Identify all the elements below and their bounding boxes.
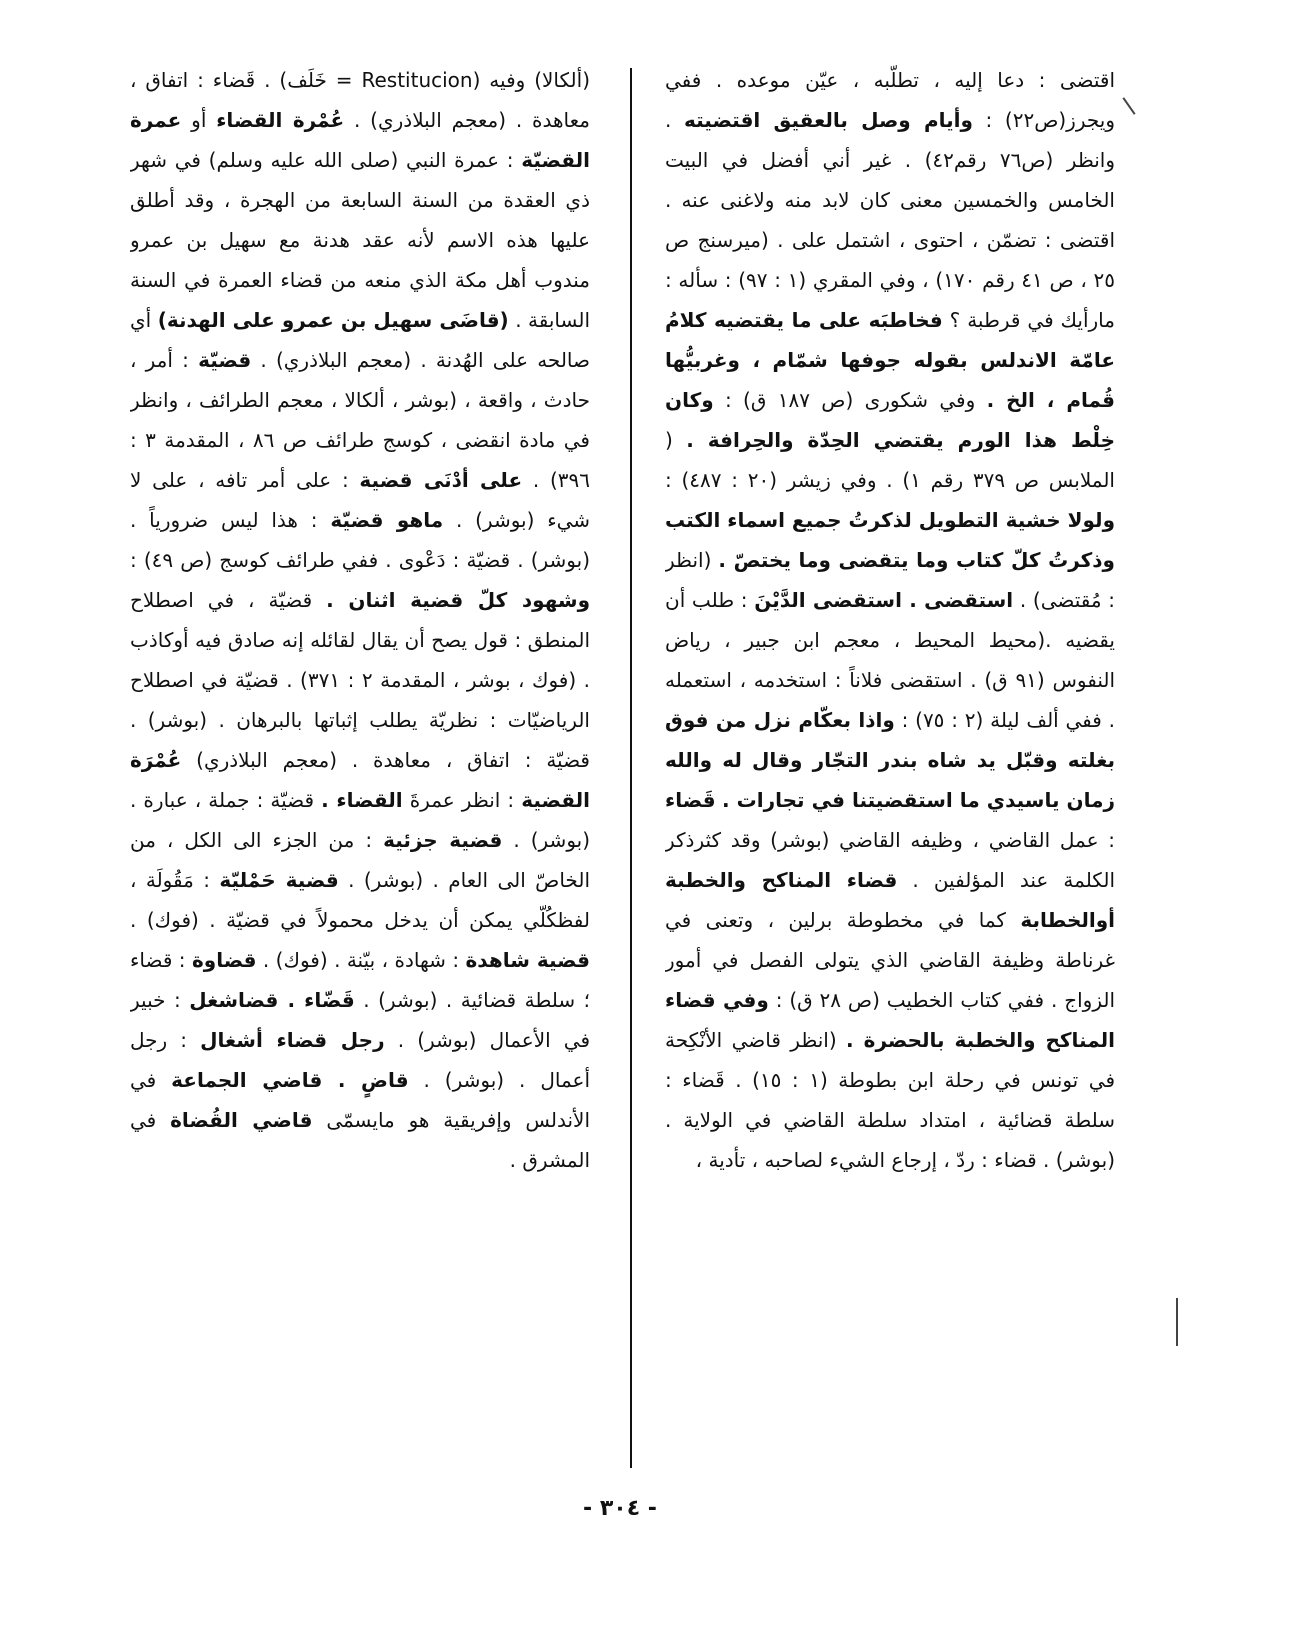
page-number: - ٣٠٤ - xyxy=(583,1496,657,1521)
entry-segment: قَضاء : اتفاق ، معاهدة . (معجم البلاذري) . xyxy=(130,68,590,132)
headword: قضاوة xyxy=(191,948,257,972)
entry-segment: . وانظر (ص٧٦ رقم٤٢) . غير أني أفضل في البيت الخامس والخمسين معنى كان لابد منه ولاغنى عنه . xyxy=(665,108,1115,212)
entry-segment: قضيّة : دَعْوى . ففي طرائف كوسج (ص ٤٩) : xyxy=(130,548,511,572)
entry-segment: : أمر ، حادث ، واقعة ، (بوشر ، ألكالا ، معجم الطرائف ، وانظر في مادة انقضى ، كوسج طرائف ص ٨٦ ، المقدمة ٣ : ٣٩٦) . xyxy=(130,348,590,492)
entry-segment: : خبير في الأعمال (بوشر) . xyxy=(130,988,590,1052)
entry-segment: : عمرة النبي (صلى الله عليه وسلم) في شهر ذي العقدة من السنة السابعة من الهجرة ، وقد أطلق عليها هذه الاسم لأنه عقد هدنة مع سهيل بن عمرو مندوب أهل مكة الذي منعه من قضاء العمرة في السنة السابقة . xyxy=(130,148,590,332)
entry-segment: : انظر عمرةَ xyxy=(409,788,515,812)
entry-segment: في الأندلس وإفريقية هو مايسمّى xyxy=(130,1068,590,1132)
headword: عُمْرة القضاء xyxy=(216,108,345,132)
entry-segment: قَضاء : سلطة قضائية ، امتداد سلطة القاضي في الولاية . (بوشر) . xyxy=(665,1068,1115,1172)
headword: قضيّة xyxy=(198,348,252,372)
entry-segment: (انظر : مُقتضى) . xyxy=(665,548,1115,612)
entry-segment: ( الملابس ص ٣٧٩ رقم ١) . وفي زيشر (٢٠ : ٤٨٧) : xyxy=(665,428,1115,492)
headword: قضاء المناكح والخطبة أوالخطابة xyxy=(665,868,1115,932)
headword: عمرة القضيّة xyxy=(130,108,590,172)
headword: وكان خِلْط هذا الورم يقتضي الحِدّة والحِرافة . xyxy=(665,388,1115,452)
headword: وفي قضاء المناكح والخطبة بالحضرة . xyxy=(665,988,1115,1052)
left-column xyxy=(130,60,590,1460)
headword: وشهود كلّ قضية اثنان . xyxy=(326,588,590,612)
headword: وأيام وصل بالعقيق اقتضيته xyxy=(683,108,973,132)
right-column xyxy=(665,60,1115,1460)
entry-segment: : على أمر تافه ، على لا شيء (بوشر) . xyxy=(130,468,590,532)
entry-segment: أو xyxy=(191,108,207,132)
entry-segment: : من الجزء الى الكل ، من الخاصّ الى العام . (بوشر) . xyxy=(130,828,590,892)
headword: واذا بعكّام نزل من فوق بغلته وقبّل يد شاه بندر التجّار وقال له والله زمان ياسيدي ما استقضيتنا في تجارات . xyxy=(665,708,1115,812)
entry-segment: ففي ويجرز(ص٢٢) : xyxy=(665,68,1115,132)
entry-segment: (انظر قاضي الأنْكِحة في تونس في رحلة ابن بطوطة (١ : ١٥) . xyxy=(665,1028,1115,1092)
entry-segment: قضيّة : اتفاق ، معاهدة . (معجم البلاذري) xyxy=(196,748,590,772)
entry-segment: اقتضى : تضمّن ، احتوى ، اشتمل على . (ميرسنج ص ٢٥ ، ص ٤١ رقم ١٧٠) ، وفي المقري (١ : ٩٧) : سأله : مارأيك في قرطبة ؟ xyxy=(665,228,1115,332)
entry-segment: قضيّة في اصطلاح الرياضيّات : نظريّة يطلب إثباتها بالبرهان . (بوشر) . xyxy=(130,668,590,732)
entry-segment: : شهادة ، بيّنة . (فوك) . xyxy=(262,948,460,972)
headword: على أدْنَى قضية xyxy=(359,468,523,492)
headword: قاضي القُضاة xyxy=(170,1108,313,1132)
entry-segment: : عمل القاضي ، وظيفه القاضي (بوشر) وقد كثرذكر الكلمة عند المؤلفين . xyxy=(665,828,1115,892)
entry-segment: أي صالحه على الهُدنة . (معجم البلاذري) . xyxy=(130,308,590,372)
entry-segment: (ألكالا) وفيه (Restitucion = خَلَف) . xyxy=(264,68,590,92)
headword: استقضى . استقضى الدَّيْنَ xyxy=(754,588,1014,612)
margin-mark xyxy=(1176,1298,1178,1346)
entry-segment: قضاء : ردّ ، إرجاع الشيء لصاحبه ، تأدية ، xyxy=(695,1148,1037,1172)
column-divider xyxy=(630,68,632,1468)
entry-segment: : رجل أعمال . (بوشر) . xyxy=(130,1028,590,1092)
headword: قضية حَمْليّة xyxy=(219,868,339,892)
entry-segment: اقتضى : دعا إليه ، تطلّبه ، عيّن موعده . xyxy=(715,68,1115,92)
entry-segment: في المشرق . xyxy=(130,1108,590,1172)
entry-text xyxy=(665,60,1115,1180)
headword: ولولا خشية التطويل لذكرتُ جميع اسماء الكتب وذكرتُ كلّ كتاب وما يتقضى وما يختصّ . xyxy=(665,508,1115,572)
entry-segment: قضيّة : جملة ، عبارة . (بوشر) . xyxy=(130,788,590,852)
headword: قضية شاهدة xyxy=(465,948,590,972)
headword: قضية جزئية xyxy=(383,828,503,852)
entry-text xyxy=(130,60,590,1180)
headword: القضاء . xyxy=(321,788,403,812)
headword: عُمْرَة القضية xyxy=(130,748,590,812)
headword: فخاطبَه على ما يقتضيه كلامُ عامّة الاندلس بقوله جوفها شمّام ، وغربيُّها قُمام ، الخ . xyxy=(665,308,1115,412)
margin-mark xyxy=(1122,97,1135,115)
headword: قاضٍ . قاضي الجماعة xyxy=(171,1068,409,1092)
entry-segment: وفي شكورى (ص ١٨٧ ق) : xyxy=(724,388,976,412)
headword: (قاضَى سهيل بن عمرو على الهدنة) xyxy=(157,308,509,332)
headword: قَضّاء . قضاشغل xyxy=(189,988,355,1012)
entry-segment: استقضى فلاناً : استخدمه ، استعمله . ففي ألف ليلة (٢ : ٧٥) : xyxy=(665,668,1115,732)
entry-segment: : طلب أن يقضيه .(محيط المحيط ، معجم ابن جبير ، رياض النفوس (٩١ ق) . xyxy=(665,588,1115,692)
entry-segment: قضيّة ، في اصطلاح المنطق : قول يصح أن يقال لقائله إنه صادق فيه أوكاذب . (فوك ، بوشر ، المقدمة ٢ : ٣٧١) . xyxy=(130,588,590,692)
entry-segment: كما في مخطوطة برلين ، وتعنى في غرناطة وظيفة القاضي الذي يتولى الفصل في أمور الزواج . ففي كتاب الخطيب (ص ٢٨ ق) : xyxy=(665,908,1115,1012)
headword: ماهو قضيّة xyxy=(330,508,444,532)
headword: قَضاء xyxy=(665,788,716,812)
entry-segment: : مَقُولَة ، لفظكُلّي يمكن أن يدخل محمولاً في قضيّة . (فوك) . xyxy=(130,868,590,932)
entry-segment: : هذا ليس ضرورياً . (بوشر) . xyxy=(130,508,590,572)
entry-segment: : قضاء ؛ سلطة قضائية . (بوشر) . xyxy=(130,948,590,1012)
headword: رجل قضاء أشغال xyxy=(200,1028,385,1052)
